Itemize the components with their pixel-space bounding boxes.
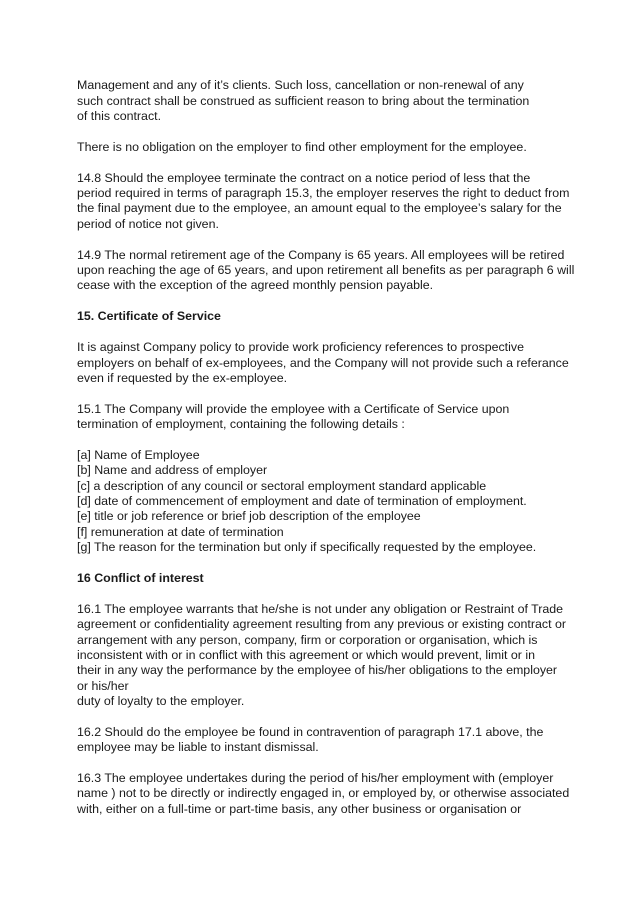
text-line: employers on behalf of ex-employees, and the Company will not provide such a referance [77, 356, 569, 370]
text-line: inconsistent with or in conflict with this agreement or which would prevent, limit or in [77, 648, 535, 662]
text-line: It is against Company policy to provide work proficiency references to prospective [77, 340, 524, 354]
text-line: 16.2 Should do the employee be found in contravention of paragraph 17.1 above, the [77, 725, 544, 739]
text-line: period of notice not given. [77, 217, 219, 231]
text-line: such contract shall be construed as sufficient reason to bring about the termination [77, 94, 530, 108]
text-line: [g] The reason for the termination but only if specifically requested by the employee. [77, 540, 537, 554]
text-line: [e] title or job reference or brief job description of the employee [77, 509, 421, 523]
text-line: with, either on a full-time or part-time basis, any other business or organisation or [77, 802, 522, 816]
text-line: even if requested by the ex-employee. [77, 371, 288, 385]
text-line: There is no obligation on the employer to find other employment for the employee. [77, 140, 527, 154]
text-line: employee may be liable to instant dismissal. [77, 740, 319, 754]
text-line: [a] Name of Employee [77, 448, 200, 462]
text-line: Management and any of it’s clients. Such loss, cancellation or non-renewal of any [77, 78, 524, 92]
text-line: the final payment due to the employee, an amount equal to the employee’s salary for the [77, 201, 562, 215]
text-line: agreement or confidentiality agreement resulting from any previous or existing contract or [77, 617, 566, 631]
text-line: period required in terms of paragraph 15.3, the employer reserves the right to deduct from [77, 186, 570, 200]
section-heading: 15. Certificate of Service [77, 309, 221, 323]
text-line: of this contract. [77, 109, 162, 123]
text-line: name ) not to be directly or indirectly engaged in, or employed by, or otherwise associated [77, 786, 570, 800]
text-line: 14.9 The normal retirement age of the Company is 65 years. All employees will be retired [77, 248, 565, 262]
text-line: [b] Name and address of employer [77, 463, 268, 477]
text-line: 15.1 The Company will provide the employee with a Certificate of Service upon [77, 402, 510, 416]
text-line: cease with the exception of the agreed monthly pension payable. [77, 278, 434, 292]
text-line: [d] date of commencement of employment and date of termination of employment. [77, 494, 527, 508]
text-line: duty of loyalty to the employer. [77, 694, 245, 708]
text-line: their in any way the performance by the employee of his/her obligations to the employer [77, 663, 558, 677]
text-line: upon reaching the age of 65 years, and upon retirement all benefits as per paragraph 6 will [77, 263, 575, 277]
text-line: or his/her [77, 679, 129, 693]
text-line: termination of employment, containing the following details : [77, 417, 405, 431]
text-line: 16.1 The employee warrants that he/she is not under any obligation or Restraint of Trade [77, 602, 564, 616]
text-line: [c] a description of any council or sectoral employment standard applicable [77, 479, 487, 493]
section-heading: 16 Conflict of interest [77, 571, 204, 585]
text-line: [f] remuneration at date of termination [77, 525, 284, 539]
text-line: arrangement with any person, company, firm or corporation or organisation, which is [77, 633, 538, 647]
text-line: 16.3 The employee undertakes during the period of his/her employment with (employer [77, 771, 554, 785]
text-line: 14.8 Should the employee terminate the contract on a notice period of less that the [77, 171, 531, 185]
